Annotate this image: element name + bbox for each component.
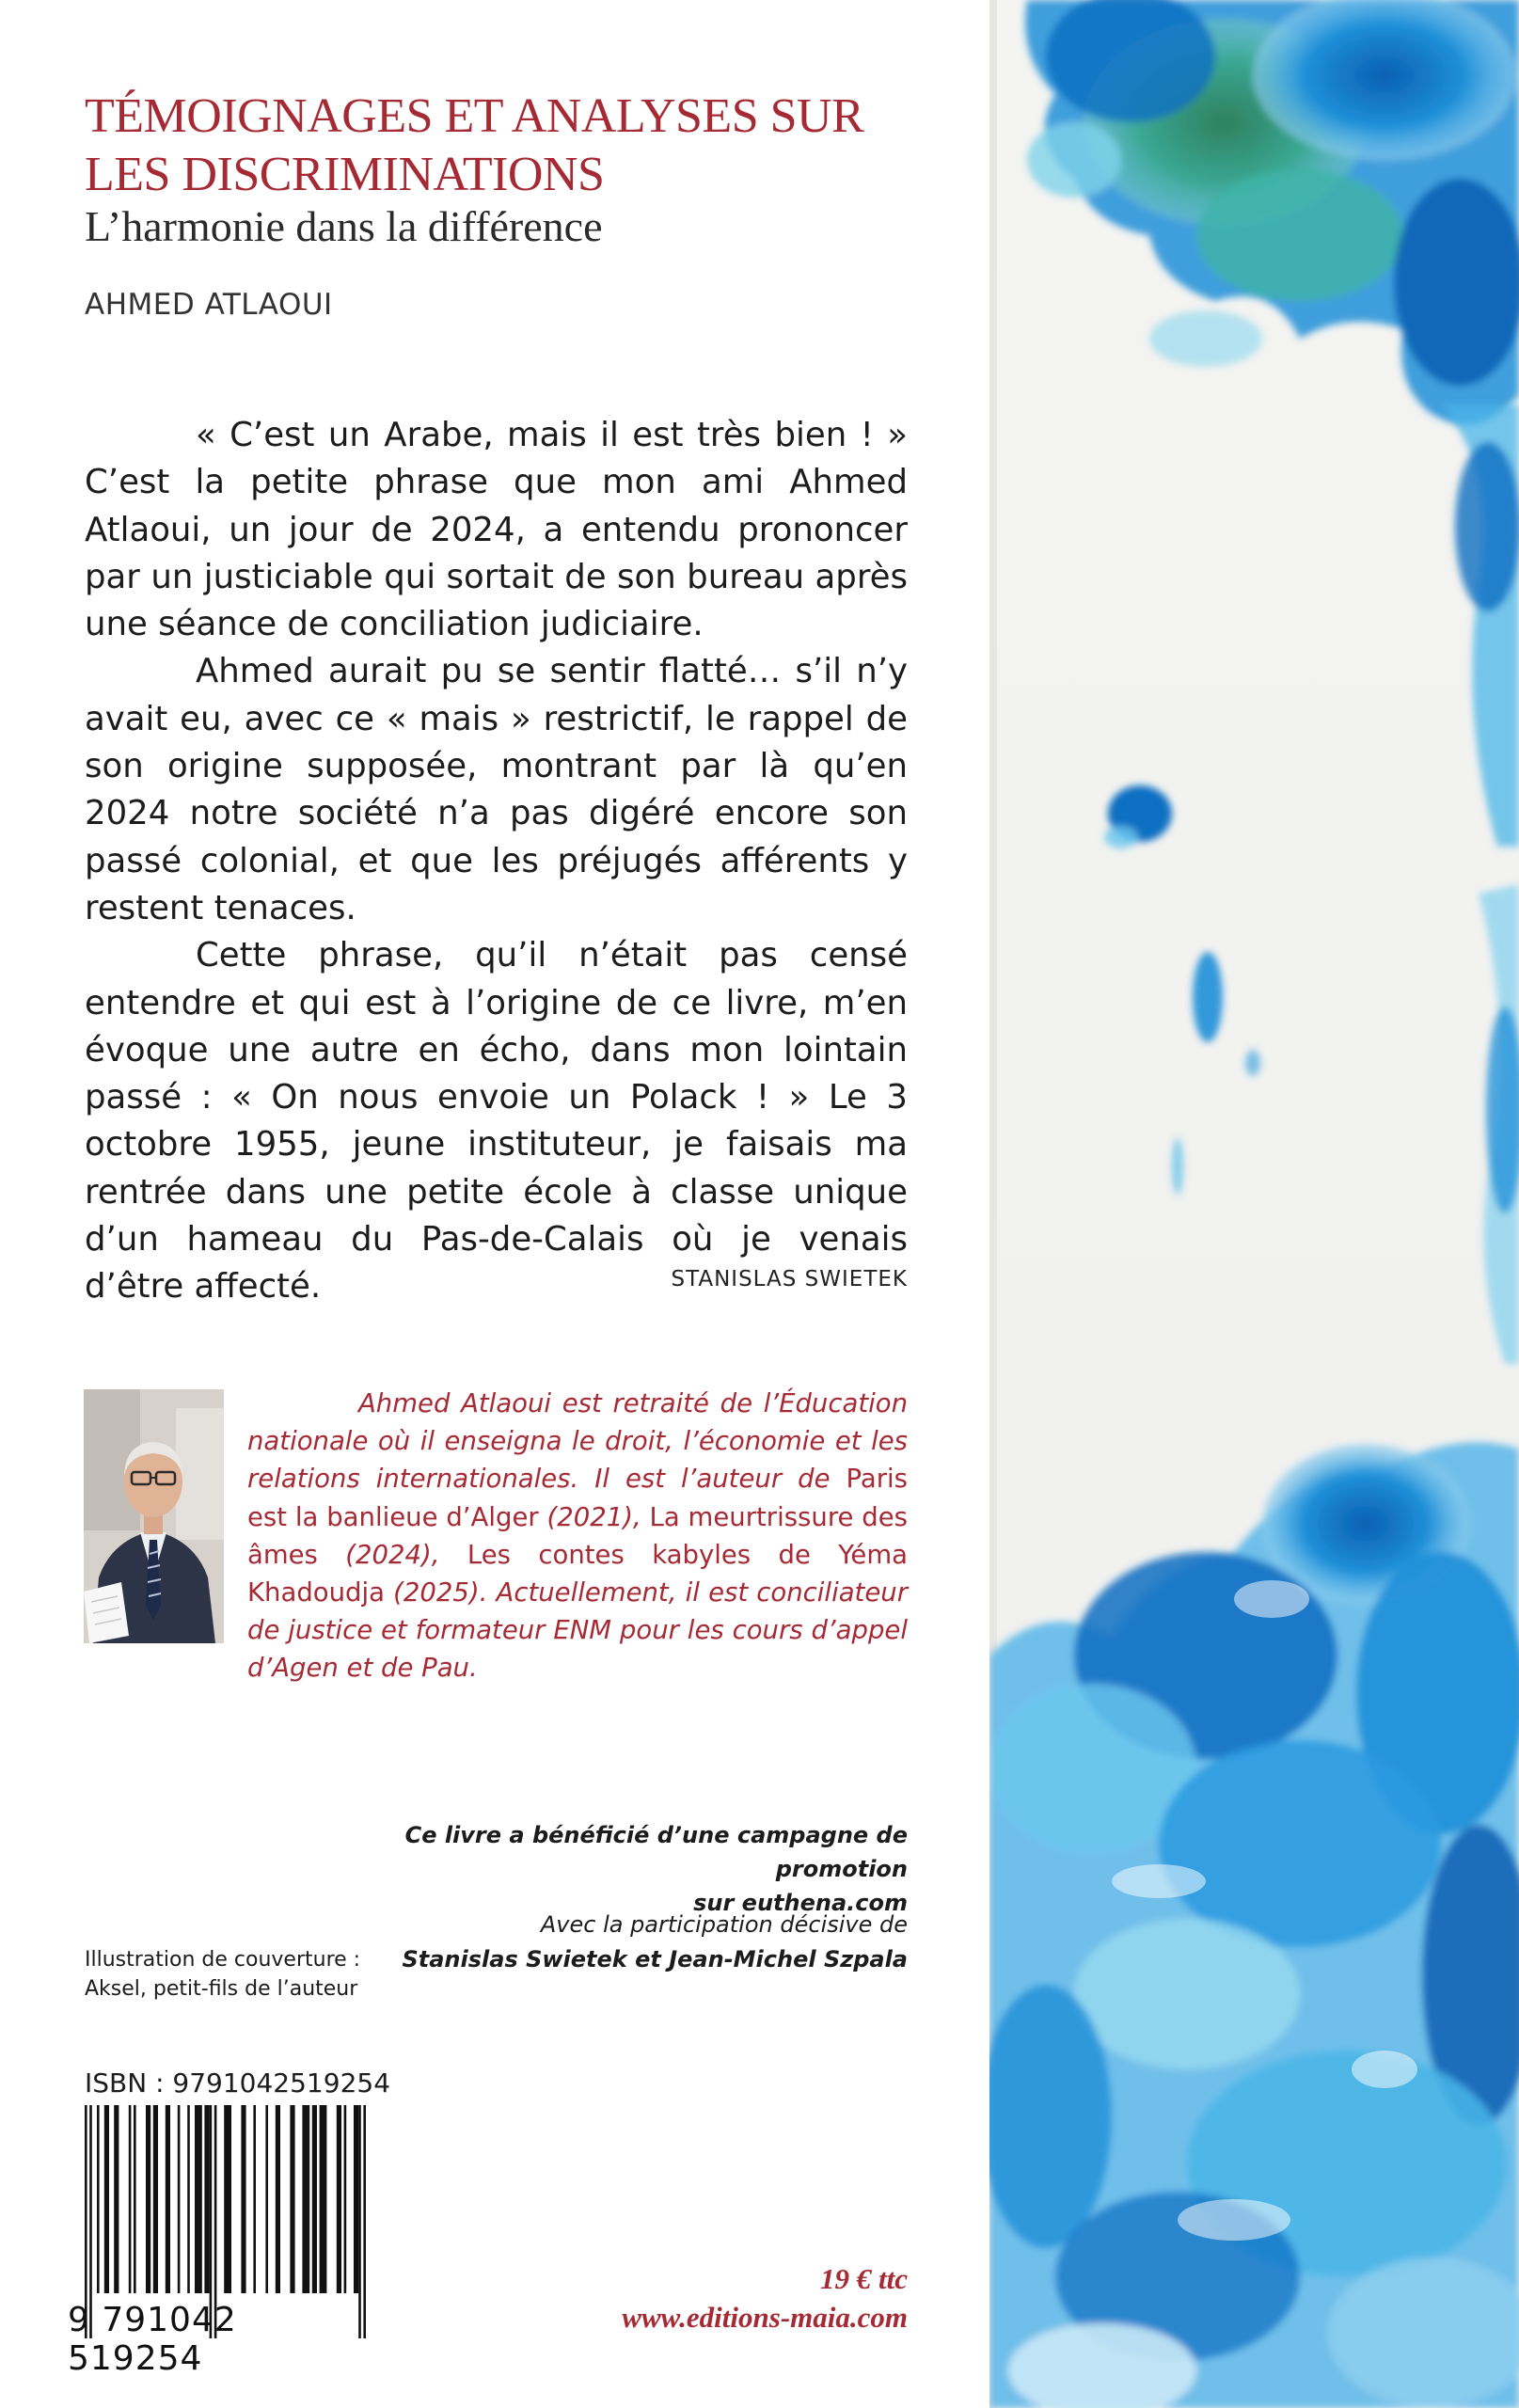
blurb-paragraph: « C’est un Arabe, mais il est très bien ! » C’est la petite phrase que mon ami Ahmed Atlaoui, un jour de 2024, a entendu prononcer par un justiciable qui sortait de son bureau après une séance de conciliation judiciaire.: [85, 416, 908, 644]
bio-text: Actuellement, il est conciliateur de justice et formateur ENM pour les cours d’appel d’Agen et de Pau.: [247, 1577, 908, 1684]
author-photo: [84, 1389, 224, 1643]
barcode-bar: [104, 2105, 109, 2293]
cover-illustration-credit: [85, 1945, 442, 2004]
barcode-bar: [204, 2105, 209, 2293]
barcode-bar: [312, 2105, 317, 2293]
barcode-bar: [290, 2105, 294, 2293]
participation-names: Stanislas Swietek et Jean-Michel Szpala: [402, 1946, 908, 1972]
promotion-note: [282, 1818, 908, 1920]
barcode-bar: [265, 2105, 268, 2293]
bio-year: (2024),: [317, 1539, 467, 1570]
author-bio: [247, 1385, 908, 1687]
barcode-bar: [114, 2105, 119, 2293]
blurb-signature: STANISLAS SWIETEK: [671, 1267, 908, 1291]
publisher-website[interactable]: www.editions-maia.com: [622, 2301, 908, 2334]
isbn-label: ISBN : 9791042519254: [85, 2067, 391, 2099]
author-portrait-image: [84, 1389, 224, 1643]
barcode-bar: [187, 2105, 190, 2293]
price: 19 € ttc: [820, 2262, 908, 2295]
barcode-bar: [178, 2105, 181, 2293]
barcode-bar: [354, 2105, 358, 2293]
illustration-line: Aksel, petit-fils de l’auteur: [85, 1977, 358, 2001]
author-name: AHMED ATLAOUI: [85, 288, 333, 322]
barcode-bar: [146, 2105, 150, 2293]
bio-book-title: La meurtrissure des âmes: [247, 1501, 908, 1570]
bio-year: (2025).: [384, 1577, 497, 1608]
barcode-bar: [195, 2105, 202, 2293]
barcode-bar: [241, 2105, 245, 2293]
barcode-bar: [253, 2105, 256, 2293]
bio-text: Ahmed Atlaoui est retraité de l’Éducation nationale où il enseigna le droit, l’économie et les relations internationales. Il est l’auteur de: [247, 1388, 908, 1495]
series-title: TÉMOIGNAGES ET ANALYSES SUR LES DISCRIMINATIONS: [85, 89, 864, 201]
blurb-paragraph: Ahmed aurait pu se sentir flatté… s’il n’y avait eu, avec ce « mais » restrictif, le rappel de son origine supposée, montrant par là qu’en 2024 notre société n’a pas digéré encore son passé colonial, et que les préjugés afférents y restent tenaces.: [85, 652, 908, 927]
bio-book-title: Les contes kabyles de Yéma Khadoudja: [247, 1539, 908, 1608]
bio-book-title: Paris est la banlieue d’Alger: [247, 1464, 908, 1532]
barcode-digits: 9 791042 519254: [68, 2301, 237, 2378]
bio-year: (2021),: [538, 1501, 650, 1532]
barcode-bar: [320, 2105, 327, 2293]
barcode-bar: [337, 2105, 341, 2293]
barcode-bar: [224, 2105, 231, 2293]
back-cover-blurb: [85, 412, 908, 1311]
barcode-bar: [97, 2105, 100, 2293]
promotion-line: sur euthena.com: [693, 1890, 908, 1916]
participation-line: Avec la participation décisive de: [540, 1911, 908, 1938]
barcode-bar: [302, 2105, 309, 2293]
blurb-paragraph: Cette phrase, qu’il n’était pas censé entendre et qui est à l’origine de ce livre, m’en évoque une autre en écho, dans mon lointain passé : « On nous envoie un Polack ! » Le 3 octobre 1955, jeune instituteur, je faisais ma rentrée dans une petite école à classe unique d’un hameau du Pas-de-Calais où je venais d’être affecté.: [85, 936, 908, 1307]
barcode-bar: [166, 2105, 170, 2293]
promotion-line: Ce livre a bénéficié d’une campagne de promotion: [404, 1822, 908, 1882]
barcode-bar: [344, 2105, 347, 2293]
barcode-bar: [153, 2105, 158, 2293]
barcode-bar: [276, 2105, 280, 2293]
cover-painting: [989, 0, 1519, 2408]
book-subtitle: L’harmonie dans la différence: [85, 202, 603, 250]
barcode-bar: [134, 2105, 136, 2293]
illustration-line: Illustration de couverture :: [85, 1948, 361, 1972]
barcode-bar: [129, 2105, 132, 2293]
